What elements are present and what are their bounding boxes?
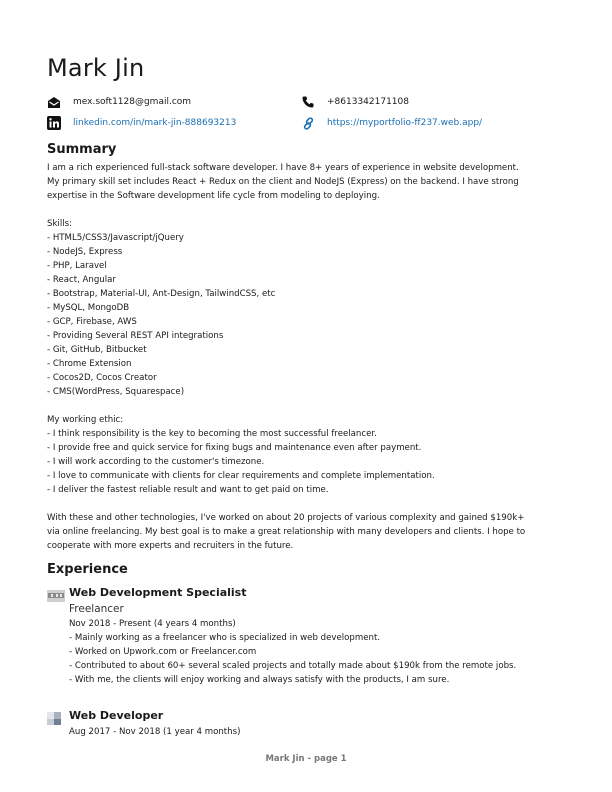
job-title: Web Development Specialist xyxy=(69,586,247,599)
experience-heading: Experience xyxy=(47,562,128,577)
job-bullet: - Contributed to about 60+ several scaled projects and totally made about $190k from the remote jobs. xyxy=(69,661,517,671)
linkedin-link[interactable]: linkedin.com/in/mark-jin-888693213 xyxy=(73,118,237,128)
link-icon xyxy=(301,116,315,130)
job-title: Web Developer xyxy=(69,709,164,722)
job-period: Nov 2018 - Present (4 years 4 months) xyxy=(69,619,236,629)
company-name: Freelancer xyxy=(69,603,124,615)
phone-icon xyxy=(301,95,315,109)
email-text: mex.soft1128@gmail.com xyxy=(73,97,192,107)
page-footer: Mark Jin - page 1 xyxy=(265,754,347,764)
job-bullet: - Worked on Upwork.com or Freelancer.com xyxy=(69,647,257,657)
phone-text: +8613342171108 xyxy=(327,97,409,107)
linkedin-contact[interactable] xyxy=(47,116,236,130)
portfolio-link[interactable]: https://myportfolio-ff237.web.app/ xyxy=(327,118,483,128)
linkedin-icon xyxy=(47,116,61,130)
phone-contact xyxy=(301,95,409,109)
envelope-icon xyxy=(47,95,61,109)
portfolio-contact[interactable] xyxy=(301,116,482,130)
skills-list: Skills: - HTML5/CSS3/Javascript/jQuery - NodeJS, Express - PHP, Laravel - React, Angular - Bootstrap, Material-UI, Ant-Design, TailwindCSS, etc - MySQL, MongoDB - GCP, Firebase, AWS - Providing Several REST API integrations - Git, GitHub, Bitbucket - Chrome Extension - Cocos2D, Cocos Creator - CMS(WordPress, Squarespace) xyxy=(47,219,276,397)
job-bullet: - Mainly working as a freelancer who is specialized in web development. xyxy=(69,633,381,643)
email-contact xyxy=(47,95,191,109)
job-period: Aug 2017 - Nov 2018 (1 year 4 months) xyxy=(69,727,241,737)
summary-closing: With these and other technologies, I've worked on about 20 projects of various complexity and gained $190k+ via online freelancing. My best goal is to make a great relationship with many developers and clients. I hope to cooperate with more experts and recruiters in the future. xyxy=(47,513,526,551)
candidate-name: Mark Jin xyxy=(47,54,145,82)
job-bullet: - With me, the clients will enjoy working and always satisfy with the products, I am sure. xyxy=(69,675,450,685)
working-ethic-list: My working ethic: - I think responsibility is the key to becoming the most successful freelancer. - I provide free and quick service for fixing bugs and maintenance even after payment. - I will work according to the customer's timezone. - I love to communicate with clients for clear requirements and complete implementation. - I deliver the fastest reliable result and want to get paid on time. xyxy=(47,415,435,495)
summary-intro: I am a rich experienced full-stack software developer. I have 8+ years of experience in website development. My primary skill set includes React + Redux on the client and NodeJS (Express) on the backend. I have strong expertise in the Software development life cycle from modeling to deploying. xyxy=(47,163,519,201)
summary-heading: Summary xyxy=(47,142,117,157)
company-logo-icon xyxy=(47,710,61,723)
company-logo-icon xyxy=(47,587,65,599)
